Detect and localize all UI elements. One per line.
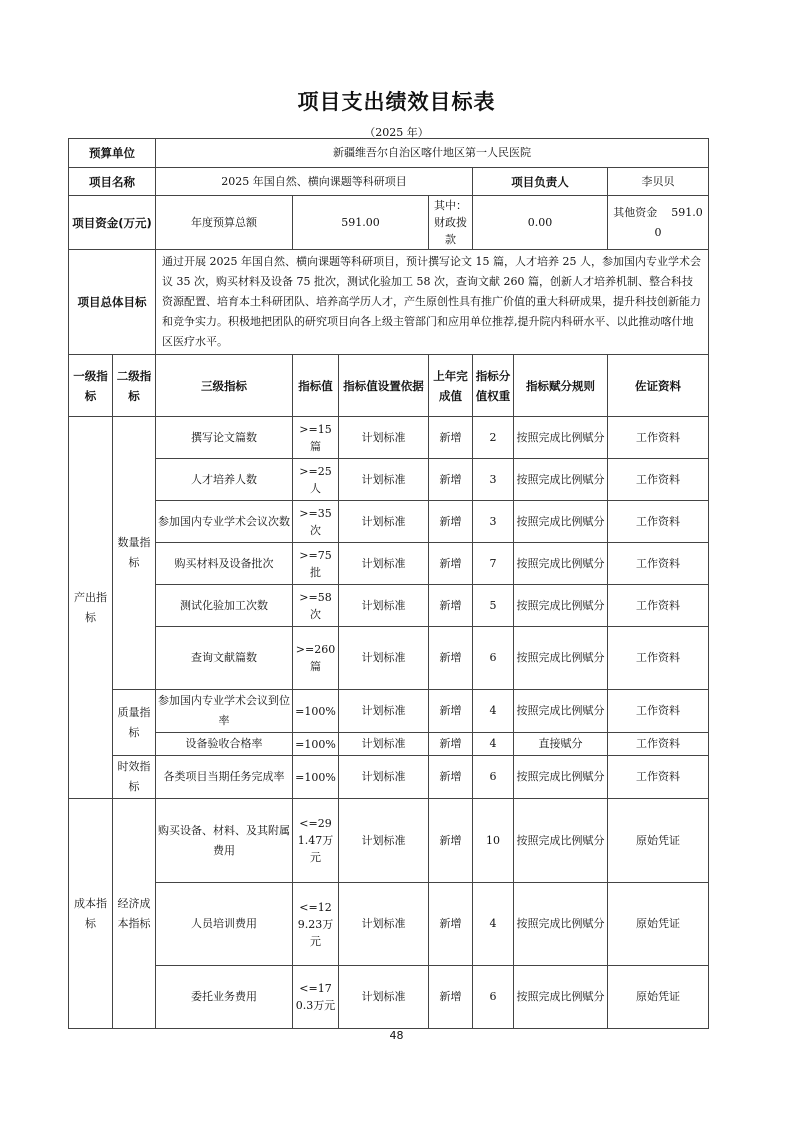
row-weight: 6 bbox=[473, 756, 514, 799]
row-last: 新增 bbox=[429, 627, 473, 690]
header-evidence: 佐证资料 bbox=[608, 355, 709, 417]
group-cost: 成本指标 bbox=[69, 799, 113, 1029]
row-value: =100% bbox=[293, 690, 339, 733]
row-value: >=58次 bbox=[293, 585, 339, 627]
row-value: >=15篇 bbox=[293, 417, 339, 459]
header-last-year: 上年完成值 bbox=[429, 355, 473, 417]
row-basis: 计划标准 bbox=[339, 459, 429, 501]
row-evidence: 工作资料 bbox=[608, 733, 709, 756]
row-rule: 按照完成比例赋分 bbox=[514, 417, 608, 459]
header-weight: 指标分值权重 bbox=[473, 355, 514, 417]
row-weight: 3 bbox=[473, 459, 514, 501]
table-row bbox=[69, 690, 709, 733]
row-last: 新增 bbox=[429, 501, 473, 543]
group-output: 产出指标 bbox=[69, 417, 113, 799]
row-rule: 按照完成比例赋分 bbox=[514, 690, 608, 733]
funds-label: 项目资金(万元) bbox=[69, 196, 156, 250]
row-basis: 计划标准 bbox=[339, 417, 429, 459]
header-level3: 三级指标 bbox=[156, 355, 293, 417]
header-value: 指标值 bbox=[293, 355, 339, 417]
row-rule: 直接赋分 bbox=[514, 733, 608, 756]
table-row bbox=[69, 883, 709, 966]
row-weight: 3 bbox=[473, 501, 514, 543]
row-basis: 计划标准 bbox=[339, 756, 429, 799]
row-evidence: 工作资料 bbox=[608, 690, 709, 733]
row-weight: 6 bbox=[473, 966, 514, 1029]
row-name: 各类项目当期任务完成率 bbox=[156, 756, 293, 799]
row-weight: 6 bbox=[473, 627, 514, 690]
group-economic: 经济成本指标 bbox=[113, 799, 156, 1029]
row-rule: 按照完成比例赋分 bbox=[514, 501, 608, 543]
row-basis: 计划标准 bbox=[339, 501, 429, 543]
row-evidence: 原始凭证 bbox=[608, 799, 709, 883]
row-last: 新增 bbox=[429, 756, 473, 799]
header-level1: 一级指标 bbox=[69, 355, 113, 417]
row-weight: 4 bbox=[473, 883, 514, 966]
performance-target-table bbox=[68, 138, 709, 1029]
document-title: 项目支出绩效目标表 bbox=[297, 90, 496, 114]
budget-unit-value: 新疆维吾尔自治区喀什地区第一人民医院 bbox=[156, 139, 709, 168]
row-name: 设备验收合格率 bbox=[156, 733, 293, 756]
row-rule: 按照完成比例赋分 bbox=[514, 543, 608, 585]
row-rule: 按照完成比例赋分 bbox=[514, 459, 608, 501]
row-basis: 计划标准 bbox=[339, 966, 429, 1029]
other-funds-cell bbox=[608, 196, 709, 250]
row-value: =100% bbox=[293, 733, 339, 756]
document-year: （2025 年） bbox=[364, 126, 429, 139]
fiscal-label: 其中：财政拨款 bbox=[429, 196, 473, 250]
row-evidence: 工作资料 bbox=[608, 417, 709, 459]
row-evidence: 工作资料 bbox=[608, 459, 709, 501]
row-weight: 10 bbox=[473, 799, 514, 883]
row-rule: 按照完成比例赋分 bbox=[514, 966, 608, 1029]
row-rule: 按照完成比例赋分 bbox=[514, 627, 608, 690]
row-value: >=25人 bbox=[293, 459, 339, 501]
header-level2: 二级指标 bbox=[113, 355, 156, 417]
table-row bbox=[69, 966, 709, 1029]
table-row bbox=[69, 501, 709, 543]
row-evidence: 工作资料 bbox=[608, 627, 709, 690]
row-basis: 计划标准 bbox=[339, 585, 429, 627]
goal-text: 通过开展 2025 年国自然、横向课题等科研项目，预计撰写论文 15 篇，人才培养 25 人，参加国内专业学术会议 35 次，购买材料及设备 75 批次，测试化验加工 58 次，查询文献 260 篇，创新人才培养机制、整合科技资源配置、培育本土科研团队、培养高学历人才，产生原创性具有推广价值的重大科研成果，提升科技创新能力和竞争实力。积极地把团队的研究项目向各上级主管部门和应用单位推荐,提升院内科研水平、以此推动喀什地区医疗水平。 bbox=[156, 250, 709, 355]
row-name: 查询文献篇数 bbox=[156, 627, 293, 690]
row-name: 参加国内专业学术会议到位率 bbox=[156, 690, 293, 733]
row-name: 人才培养人数 bbox=[156, 459, 293, 501]
row-last: 新增 bbox=[429, 585, 473, 627]
other-funds-value: 591.00 bbox=[654, 205, 703, 239]
row-last: 新增 bbox=[429, 733, 473, 756]
table-row bbox=[69, 733, 709, 756]
row-name: 人员培训费用 bbox=[156, 883, 293, 966]
table-row bbox=[69, 756, 709, 799]
row-last: 新增 bbox=[429, 883, 473, 966]
row-value: =100% bbox=[293, 756, 339, 799]
row-value: <=129.23万元 bbox=[293, 883, 339, 966]
row-name: 撰写论文篇数 bbox=[156, 417, 293, 459]
row-value: >=75批 bbox=[293, 543, 339, 585]
table-row bbox=[69, 459, 709, 501]
row-name: 参加国内专业学术会议次数 bbox=[156, 501, 293, 543]
row-weight: 2 bbox=[473, 417, 514, 459]
row-basis: 计划标准 bbox=[339, 627, 429, 690]
row-value: >=35次 bbox=[293, 501, 339, 543]
table-row bbox=[69, 417, 709, 459]
row-evidence: 原始凭证 bbox=[608, 966, 709, 1029]
leader-value: 李贝贝 bbox=[608, 168, 709, 196]
row-rule: 按照完成比例赋分 bbox=[514, 883, 608, 966]
row-last: 新增 bbox=[429, 543, 473, 585]
row-basis: 计划标准 bbox=[339, 690, 429, 733]
row-rule: 按照完成比例赋分 bbox=[514, 756, 608, 799]
row-weight: 5 bbox=[473, 585, 514, 627]
table-row bbox=[69, 543, 709, 585]
row-evidence: 工作资料 bbox=[608, 585, 709, 627]
leader-label: 项目负责人 bbox=[473, 168, 608, 196]
header-basis: 指标值设置依据 bbox=[339, 355, 429, 417]
row-last: 新增 bbox=[429, 459, 473, 501]
row-rule: 按照完成比例赋分 bbox=[514, 799, 608, 883]
row-last: 新增 bbox=[429, 690, 473, 733]
goal-label: 项目总体目标 bbox=[69, 250, 156, 355]
row-last: 新增 bbox=[429, 417, 473, 459]
project-name-label: 项目名称 bbox=[69, 168, 156, 196]
row-evidence: 原始凭证 bbox=[608, 883, 709, 966]
row-basis: 计划标准 bbox=[339, 543, 429, 585]
other-funds-label: 其他资金 bbox=[613, 205, 658, 219]
row-name: 测试化验加工次数 bbox=[156, 585, 293, 627]
table-row bbox=[69, 627, 709, 690]
row-value: <=291.47万元 bbox=[293, 799, 339, 883]
budget-unit-label: 预算单位 bbox=[69, 139, 156, 168]
row-name: 委托业务费用 bbox=[156, 966, 293, 1029]
row-last: 新增 bbox=[429, 966, 473, 1029]
page-number: 48 bbox=[389, 1029, 404, 1042]
row-value: <=170.3万元 bbox=[293, 966, 339, 1029]
row-basis: 计划标准 bbox=[339, 883, 429, 966]
table-row bbox=[69, 585, 709, 627]
row-value: >=260篇 bbox=[293, 627, 339, 690]
row-weight: 7 bbox=[473, 543, 514, 585]
group-quantity: 数量指标 bbox=[113, 417, 156, 690]
annual-budget-label: 年度预算总额 bbox=[156, 196, 293, 250]
row-name: 购买设备、材料、及其附属费用 bbox=[156, 799, 293, 883]
header-rule: 指标赋分规则 bbox=[514, 355, 608, 417]
group-quality: 质量指标 bbox=[113, 690, 156, 756]
row-evidence: 工作资料 bbox=[608, 501, 709, 543]
group-timeliness: 时效指标 bbox=[113, 756, 156, 799]
table-row bbox=[69, 799, 709, 883]
fiscal-value: 0.00 bbox=[473, 196, 608, 250]
row-weight: 4 bbox=[473, 733, 514, 756]
row-basis: 计划标准 bbox=[339, 799, 429, 883]
row-basis: 计划标准 bbox=[339, 733, 429, 756]
annual-budget-value: 591.00 bbox=[293, 196, 429, 250]
row-last: 新增 bbox=[429, 799, 473, 883]
project-name-value: 2025 年国自然、横向课题等科研项目 bbox=[156, 168, 473, 196]
row-evidence: 工作资料 bbox=[608, 543, 709, 585]
row-name: 购买材料及设备批次 bbox=[156, 543, 293, 585]
row-evidence: 工作资料 bbox=[608, 756, 709, 799]
row-weight: 4 bbox=[473, 690, 514, 733]
row-rule: 按照完成比例赋分 bbox=[514, 585, 608, 627]
